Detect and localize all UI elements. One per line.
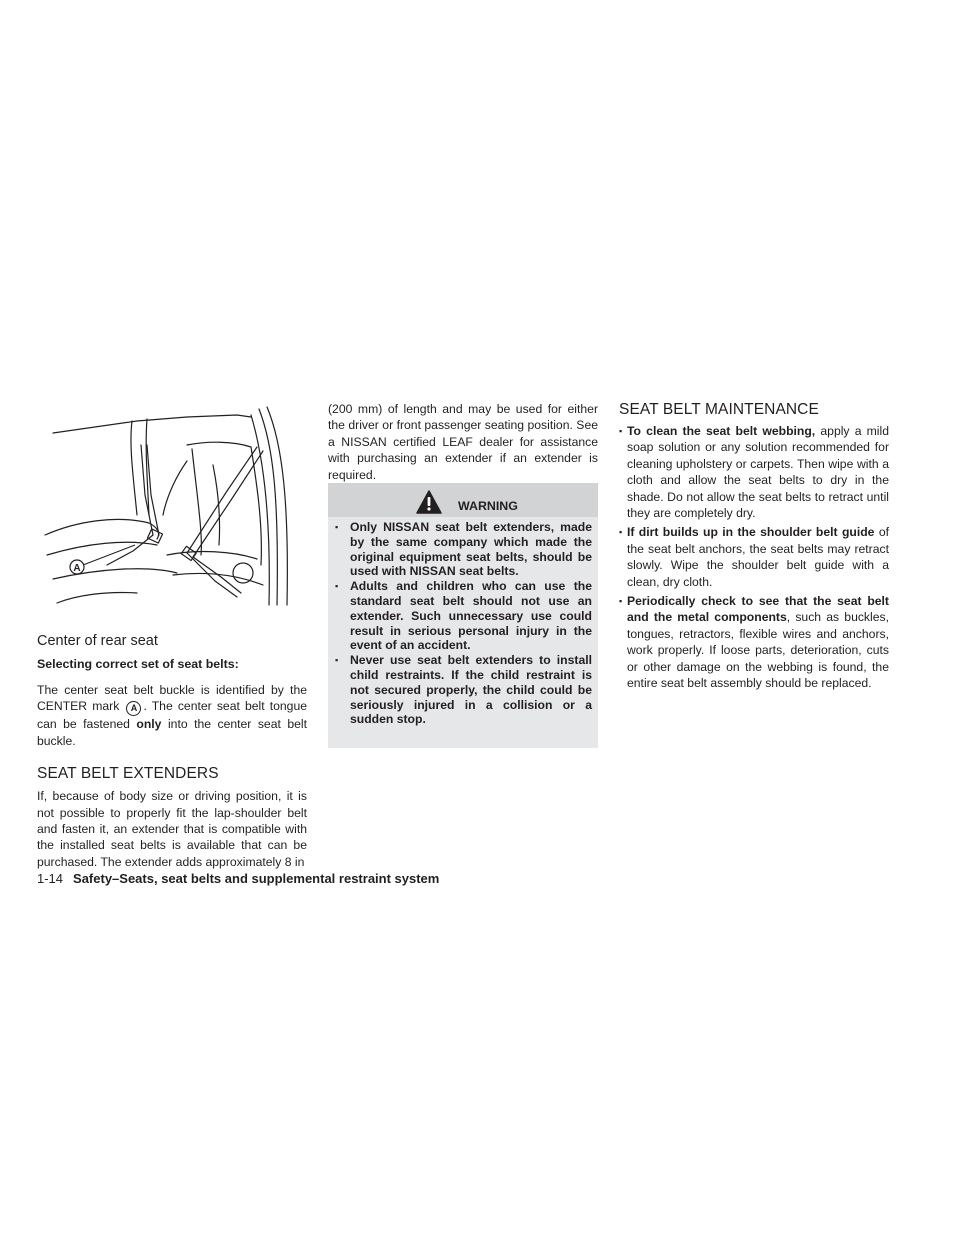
seat-belt-maintenance-heading: SEAT BELT MAINTENANCE: [619, 401, 819, 418]
maintenance-item: ▪ If dirt builds up in the shoulder belt guide of the seat belt anchors, the seat belts may retract slowly. Wipe the shoulder belt guide with a clean, dry cloth.: [619, 524, 889, 590]
right-column: [619, 401, 889, 695]
seat-belt-extenders-heading: SEAT BELT EXTENDERS: [37, 765, 219, 783]
warning-title: WARNING: [458, 499, 518, 513]
center-buckle-paragraph: The center seat belt buckle is identified by the CENTER mark A . The center seat belt tongue can be fastened only into the center seat belt buckle.: [37, 683, 308, 748]
page-number: 1-14: [37, 871, 64, 886]
left-column: [37, 633, 307, 870]
warning-triangle-icon: [416, 490, 442, 514]
figure-callout-a: A: [73, 563, 81, 574]
warning-item: ▪ Never use seat belt extenders to install child restraints. If the child restraint is not secured properly, the child could be seriously injured in a collision or a sudden stop.: [335, 653, 592, 727]
maintenance-item: ▪ Periodically check to see that the seat belt and the metal components, such as buckles, tongues, retractors, flexible wires and anchors, work properly. If loose parts, deterioration, cuts or other damage on the webbing is found, the entire seat belt assembly should be replaced.: [619, 593, 889, 691]
rear-seat-belt-illustration: [37, 405, 307, 607]
section-title: Safety–Seats, seat belts and supplemental restraint system: [73, 871, 440, 886]
selecting-seat-belts-subheading: Selecting correct set of seat belts:: [37, 657, 239, 671]
warning-item: ▪ Adults and children who can use the standard seat belt should not use an extender. Such unnecessary use could result in serious personal injury in the event of an accident.: [335, 579, 592, 653]
maintenance-item: ▪ To clean the seat belt webbing, apply a mild soap solution or any solution recommended for cleaning upholstery or carpets. Then wipe with a cloth and allow the seat belts to dry in the shade. Do not allow the seat belts to retract until they are completely dry.: [619, 423, 889, 521]
warning-header: [328, 483, 598, 517]
warning-item: ▪ Only NISSAN seat belt extenders, made by the same company which made the original equipment seat belts, should be used with NISSAN seat belts.: [335, 520, 592, 579]
center-mark-a-icon: A: [126, 701, 141, 716]
middle-column: [328, 401, 598, 483]
warning-box: [328, 483, 598, 748]
page-footer: [37, 871, 439, 886]
extenders-continued-paragraph: (200 mm) of length and may be used for either the driver or front passenger seating position. See a NISSAN certified LEAF dealer for assistance with purchasing an extender if an extender is required.: [328, 402, 598, 482]
extenders-paragraph: If, because of body size or driving position, it is not possible to properly fit the lap-shoulder belt and fasten it, an extender that is compatible with the installed seat belts is available that can be purchased. The extender adds approximately 8 in: [37, 789, 307, 869]
maintenance-list: [619, 423, 889, 692]
warning-list: [335, 520, 592, 727]
center-rear-seat-heading: Center of rear seat: [37, 633, 158, 649]
